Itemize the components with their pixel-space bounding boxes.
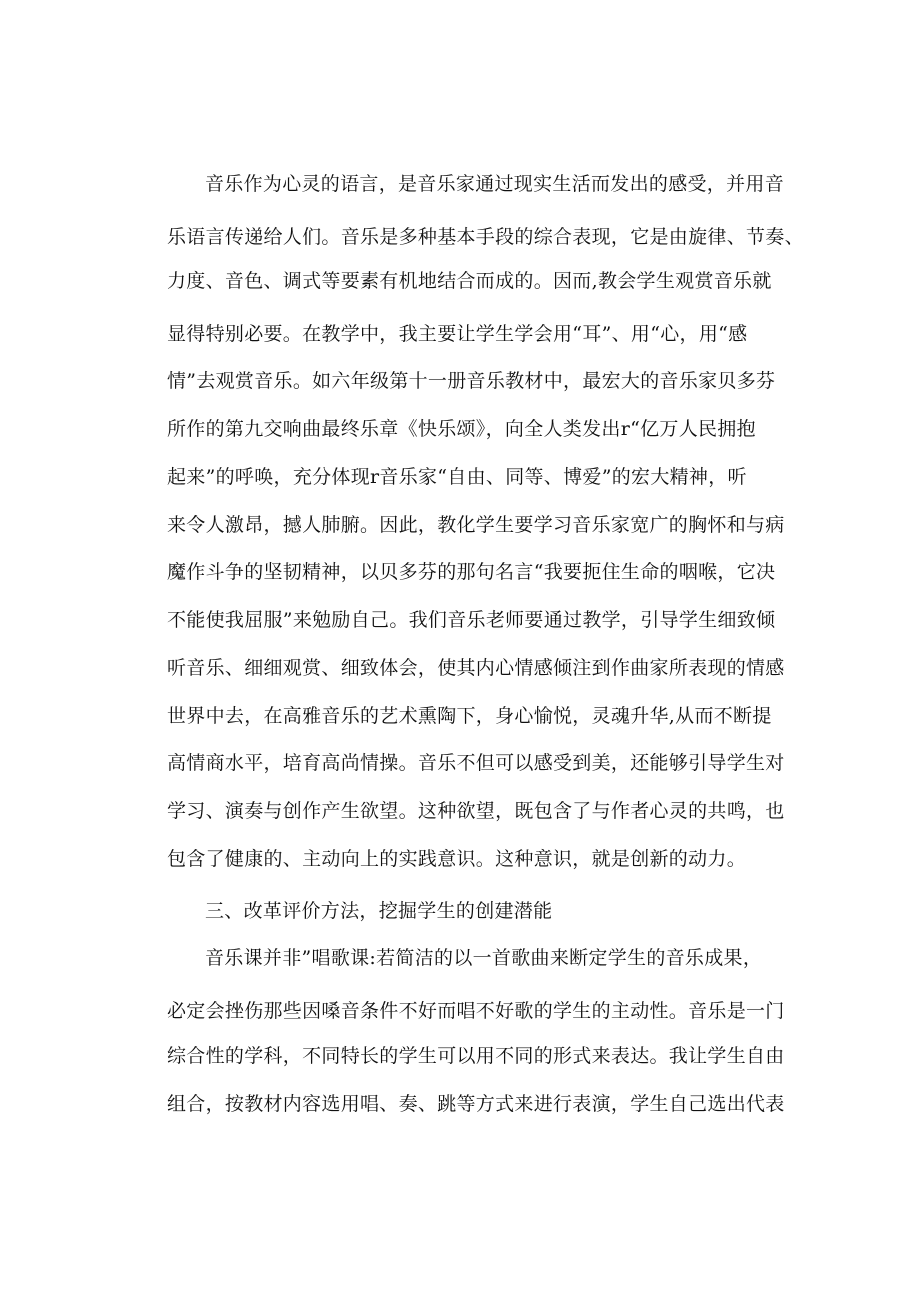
- paragraph-1-line-11: 听音乐、细细观赏、细致体会，使其内心情感倾注到作曲家所表现的情感: [167, 657, 785, 679]
- paragraph-1-line-7: 起来”的呼唤，充分体现r音乐家“自由、同等、博爱”的宏大精神，听: [167, 466, 747, 488]
- paragraph-1-line-10: 不能使我屈服”来勉励自己。我们音乐老师要通过教学，引导学生细致倾: [167, 609, 776, 631]
- paragraph-2-line-2: 必定会挫伤那些因嗓音条件不好而唱不好歌的学生的主动性。音乐是一门: [167, 1000, 785, 1022]
- paragraph-1-line-14: 学习、演奏与创作产生欲望。这种欲望，既包含了与作者心灵的共鸣，也: [167, 800, 785, 822]
- paragraph-1-line-3: 力度、音色、调式等要素有机地结合而成的。因而,教会学生观赏音乐就: [167, 270, 772, 292]
- paragraph-1-line-6: 所作的第九交响曲最终乐章《快乐颂》，向全人类发出r“亿万人民拥抱: [167, 418, 756, 440]
- paragraph-2-line-1: 音乐课并非”唱歌课:若简洁的以一首歌曲来断定学生的音乐成果，: [205, 947, 763, 969]
- section-heading: 三、改革评价方法，挖掘学生的创建潜能: [205, 900, 553, 922]
- paragraph-1-line-5: 情”去观赏音乐。如六年级第十一册音乐教材中，最宏大的音乐家贝多芬: [167, 370, 776, 392]
- paragraph-1-line-1: 音乐作为心灵的语言，是音乐家通过现实生活而发出的感受，并用音: [205, 173, 785, 195]
- paragraph-1-line-4: 显得特别必要。在教学中，我主要让学生学会用“耳”、用“心，用“感: [167, 323, 748, 345]
- paragraph-1-line-13: 高情商水平，培育高尚情操。音乐不但可以感受到美，还能够引导学生对: [167, 752, 785, 774]
- paragraph-1-line-8: 来令人激昂，撼人肺腑。因此，教化学生要学习音乐家宽广的胸怀和与病: [167, 514, 785, 536]
- paragraph-2-line-3: 综合性的学科，不同特长的学生可以用不同的形式来表达。我让学生自由: [167, 1045, 785, 1067]
- paragraph-2-line-4: 组合，按教材内容选用唱、奏、跳等方式来进行表演，学生自己选出代表: [167, 1093, 785, 1115]
- paragraph-1-line-15: 包含了健康的、主动向上的实践意识。这种意识，就是创新的动力。: [167, 848, 747, 870]
- paragraph-1-line-12: 世界中去，在高雅音乐的艺术熏陶下，身心愉悦，灵魂升华,从而不断提: [167, 705, 772, 727]
- paragraph-1-line-2: 乐语言传递给人们。音乐是多种基本手段的综合表现，它是由旋律、节奏、: [167, 226, 804, 248]
- paragraph-1-line-9: 魔作斗争的坚韧精神，以贝多芬的那句名言“我要扼住生命的咽喉，它决: [167, 561, 776, 583]
